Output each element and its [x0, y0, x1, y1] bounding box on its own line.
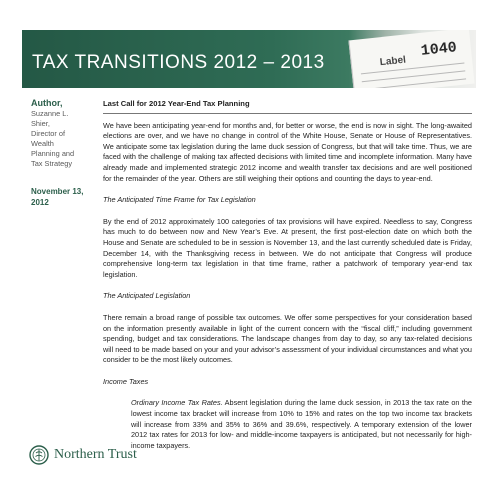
legislation-paragraph: There remain a broad range of possible tax outcomes. We offer some perspectives for your consideration based on the information presently available in light of the current concern with the “fiscal cliff,” including government spending, budget and tax considerations. The landscape changes from day to day, so any tax-related decisions will need to be made based on your and your advisor’s assessment of your individual circumstances and what you consider to be the most likely outcomes.	[103, 312, 472, 365]
form-number: 1040	[420, 39, 458, 60]
author-line: Planning and	[31, 149, 75, 158]
author-heading: Author,	[31, 98, 63, 108]
section-heading-time-frame: The Anticipated Time Frame for Tax Legislation	[103, 195, 256, 205]
article-headline: Last Call for 2012 Year-End Tax Planning	[103, 99, 472, 114]
author-line: Suzanne L.	[31, 109, 69, 118]
form-label: Label	[379, 54, 407, 69]
date-line: 2012	[31, 198, 49, 207]
header-banner	[22, 30, 476, 88]
rates-text: Absent legislation during the lame duck session, in 2013 the tax rate on the lowest income tax bracket will increase from 10% to 15% and rates on the top two income tax brackets will increase from 33% and 35% to 36% and 39.6%, respectively. A temporary extension of the lower 2012 tax rates for 2013 for low- and middle-income taxpayers is anticipated, but not necessarily for high-income taxpayers.	[131, 398, 472, 450]
publication-date	[31, 186, 101, 208]
author-line: Director of	[31, 129, 66, 138]
author-line: Tax Strategy	[31, 159, 73, 168]
income-tax-rates-paragraph	[103, 398, 472, 451]
article-body	[103, 99, 472, 451]
subsection-heading-income-taxes: Income Taxes	[103, 376, 149, 386]
intro-paragraph: We have been anticipating year-end for months and, for better or worse, the end is now in sight. The long-awaited elections are over, and we have no change in control of the White House, Senate or House of Representatives. We anticipate some tax legislation during the lame duck session of Congress, but that will take time. Thus, we are faced with the challenge of making tax affected decisions with limited time and incomplete information. Many have already made and implemented strategic 2012 income and wealth transfer tax decisions and are well positioned for the remainder of the year. Others are still weighing their options and counting the days to year-end.	[103, 120, 472, 183]
section-heading-legislation: The Anticipated Legislation	[103, 291, 191, 301]
rates-lead: Ordinary Income Tax Rates.	[131, 398, 223, 408]
brand-name: Northern Trust	[54, 447, 137, 462]
date-line: November 13,	[31, 187, 84, 196]
author-sidebar	[31, 98, 91, 169]
banner-title: TAX TRANSITIONS 2012 – 2013	[32, 52, 325, 73]
northern-trust-logo	[29, 444, 137, 466]
time-frame-paragraph: By the end of 2012 approximately 100 categories of tax provisions will have expired. Needless to say, Congress has much to do between now and New Year’s Eve. At present, the first post-election date on which both the House and Senate are scheduled to be in session is November 13, and the last currently scheduled date is Friday, December 14, with the Thanksgiving recess in between. We do not anticipate that Congress will produce comprehensive long-term tax legislation in that time frame, rather a patchwork of temporary year-end tax legislation.	[103, 216, 472, 279]
author-line: Wealth	[31, 139, 54, 148]
northern-trust-seal-icon	[29, 445, 49, 465]
tax-form-image	[348, 30, 474, 88]
author-line: Shier,	[31, 119, 50, 128]
